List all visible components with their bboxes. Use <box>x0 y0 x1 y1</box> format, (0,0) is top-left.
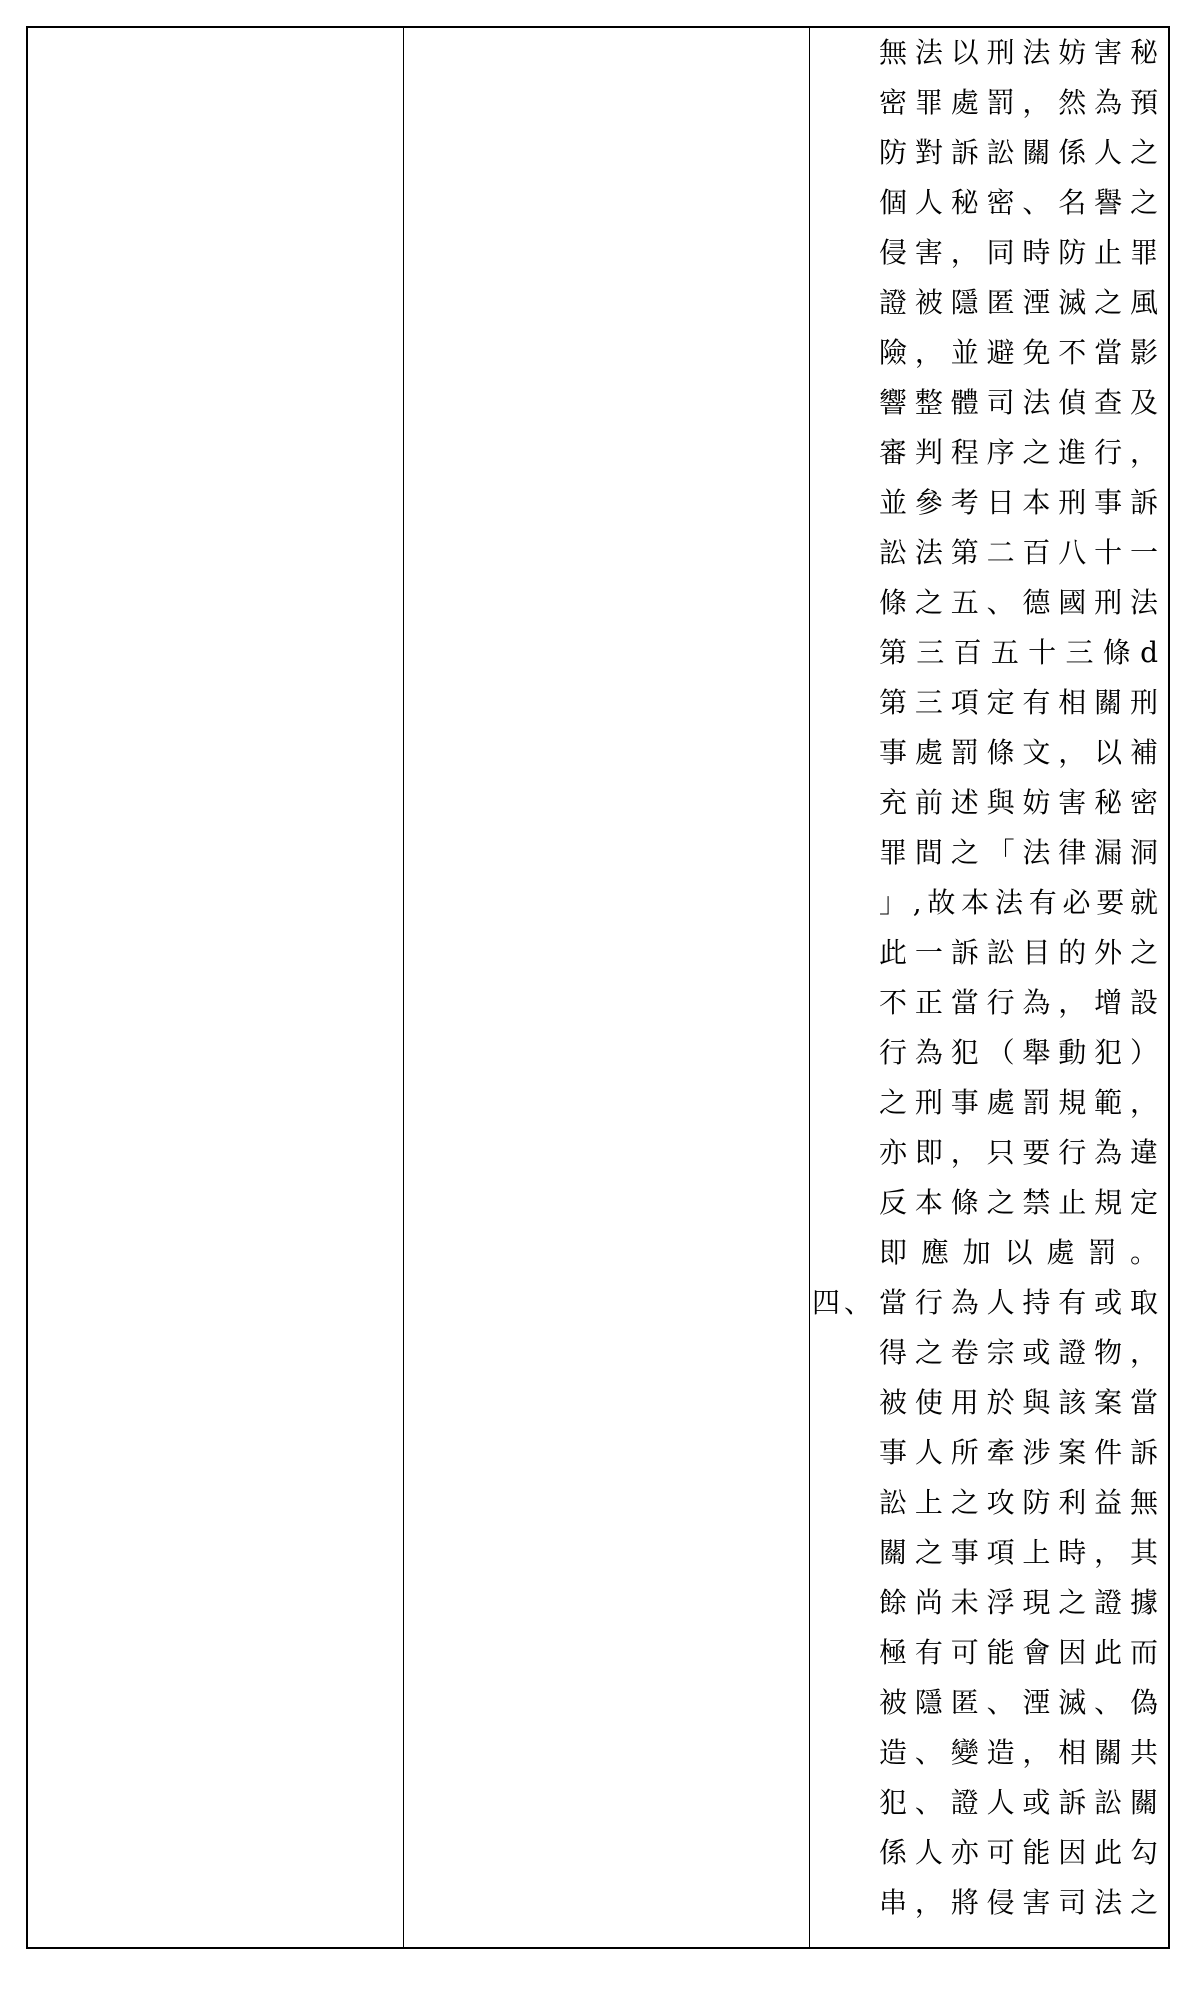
text-line <box>810 78 1168 128</box>
text-line-content: 亦即，只要行為違 <box>879 1136 1158 1169</box>
text-line-content: 險，並避免不當影 <box>879 336 1158 369</box>
text-line <box>810 1578 1168 1628</box>
text-line-content: 極有可能會因此而 <box>879 1636 1158 1669</box>
text-line-content: 並參考日本刑事訴 <box>879 486 1158 519</box>
text-line-content: 第三項定有相關刑 <box>879 686 1158 719</box>
text-line <box>810 228 1168 278</box>
text-line <box>810 1228 1168 1278</box>
text-line-content: 防對訴訟關係人之 <box>879 136 1158 169</box>
text-line <box>810 1428 1168 1478</box>
text-line-content: 關之事項上時，其 <box>879 1536 1158 1569</box>
text-line-content: 犯、證人或訴訟關 <box>879 1786 1158 1819</box>
text-line <box>810 778 1168 828</box>
text-line-content: 此一訴訟目的外之 <box>879 936 1158 969</box>
text-line <box>810 128 1168 178</box>
text-line-content: 充前述與妨害秘密 <box>879 786 1158 819</box>
text-line-content: 訟上之攻防利益無 <box>879 1486 1158 1519</box>
text-line-content: 反本條之禁止規定 <box>879 1186 1158 1219</box>
text-line-content: 密罪處罰，然為預 <box>879 86 1158 119</box>
text-line <box>810 428 1168 478</box>
text-line <box>810 378 1168 428</box>
text-line-content: 無法以刑法妨害秘 <box>879 36 1158 69</box>
table-column-3 <box>810 28 1168 1947</box>
text-line-content: 審判程序之進行， <box>879 436 1158 469</box>
text-line-content: 被隱匿、湮滅、偽 <box>879 1686 1158 1719</box>
text-line <box>810 978 1168 1028</box>
text-line-content: 餘尚未浮現之證據 <box>879 1586 1158 1619</box>
text-line-content: 不正當行為，增設 <box>879 986 1158 1019</box>
text-line <box>810 1278 1168 1328</box>
text-line-content: 」,故本法有必要就 <box>879 886 1158 919</box>
text-line <box>810 278 1168 328</box>
text-line-content: 行為犯（舉動犯） <box>879 1036 1158 1069</box>
text-line <box>810 1828 1168 1878</box>
text-line-content: 訟法第二百八十一 <box>879 536 1158 569</box>
text-line <box>810 1178 1168 1228</box>
text-line <box>810 1378 1168 1428</box>
text-line-content: 被使用於與該案當 <box>879 1386 1158 1419</box>
text-line <box>810 1078 1168 1128</box>
text-line <box>810 578 1168 628</box>
text-line-content: 證被隱匿湮滅之風 <box>879 286 1158 319</box>
text-line <box>810 1878 1168 1928</box>
text-line-content: 係人亦可能因此勾 <box>879 1836 1158 1869</box>
text-line <box>810 1028 1168 1078</box>
text-line-content: 造、變造，相關共 <box>879 1736 1158 1769</box>
document-table <box>26 26 1170 1949</box>
text-line-content: 即應加以處罰。 <box>879 1236 1158 1269</box>
text-line <box>810 1528 1168 1578</box>
text-line-content: 當行為人持有或取 <box>879 1286 1158 1319</box>
text-line-content: 事處罰條文，以補 <box>879 736 1158 769</box>
text-line <box>810 1628 1168 1678</box>
text-line <box>810 178 1168 228</box>
table-column-2 <box>404 28 810 1947</box>
text-line-content: 串，將侵害司法之 <box>879 1886 1158 1919</box>
text-line <box>810 628 1168 678</box>
text-line-content: 個人秘密、名譽之 <box>879 186 1158 219</box>
text-line <box>810 1678 1168 1728</box>
text-line <box>810 1778 1168 1828</box>
text-line <box>810 928 1168 978</box>
text-line <box>810 1328 1168 1378</box>
text-line <box>810 678 1168 728</box>
text-line-content: 之刑事處罰規範， <box>879 1086 1158 1119</box>
text-line <box>810 728 1168 778</box>
text-line <box>810 528 1168 578</box>
text-line <box>810 878 1168 928</box>
text-line <box>810 1128 1168 1178</box>
text-line-content: 罪間之「法律漏洞 <box>879 836 1158 869</box>
text-line-content: 侵害，同時防止罪 <box>879 236 1158 269</box>
text-line-content: 得之卷宗或證物， <box>879 1336 1158 1369</box>
paragraph-4-marker: 四、 <box>812 1286 877 1319</box>
text-line-content: 條之五、德國刑法 <box>879 586 1158 619</box>
text-line-content: 第三百五十三條d <box>879 636 1158 669</box>
text-line-content: 事人所牽涉案件訴 <box>879 1436 1158 1469</box>
text-line <box>810 1728 1168 1778</box>
text-line <box>810 478 1168 528</box>
text-line <box>810 328 1168 378</box>
text-line <box>810 1478 1168 1528</box>
text-line-content: 響整體司法偵查及 <box>879 386 1158 419</box>
text-line <box>810 28 1168 78</box>
table-column-1 <box>28 28 404 1947</box>
text-line <box>810 828 1168 878</box>
